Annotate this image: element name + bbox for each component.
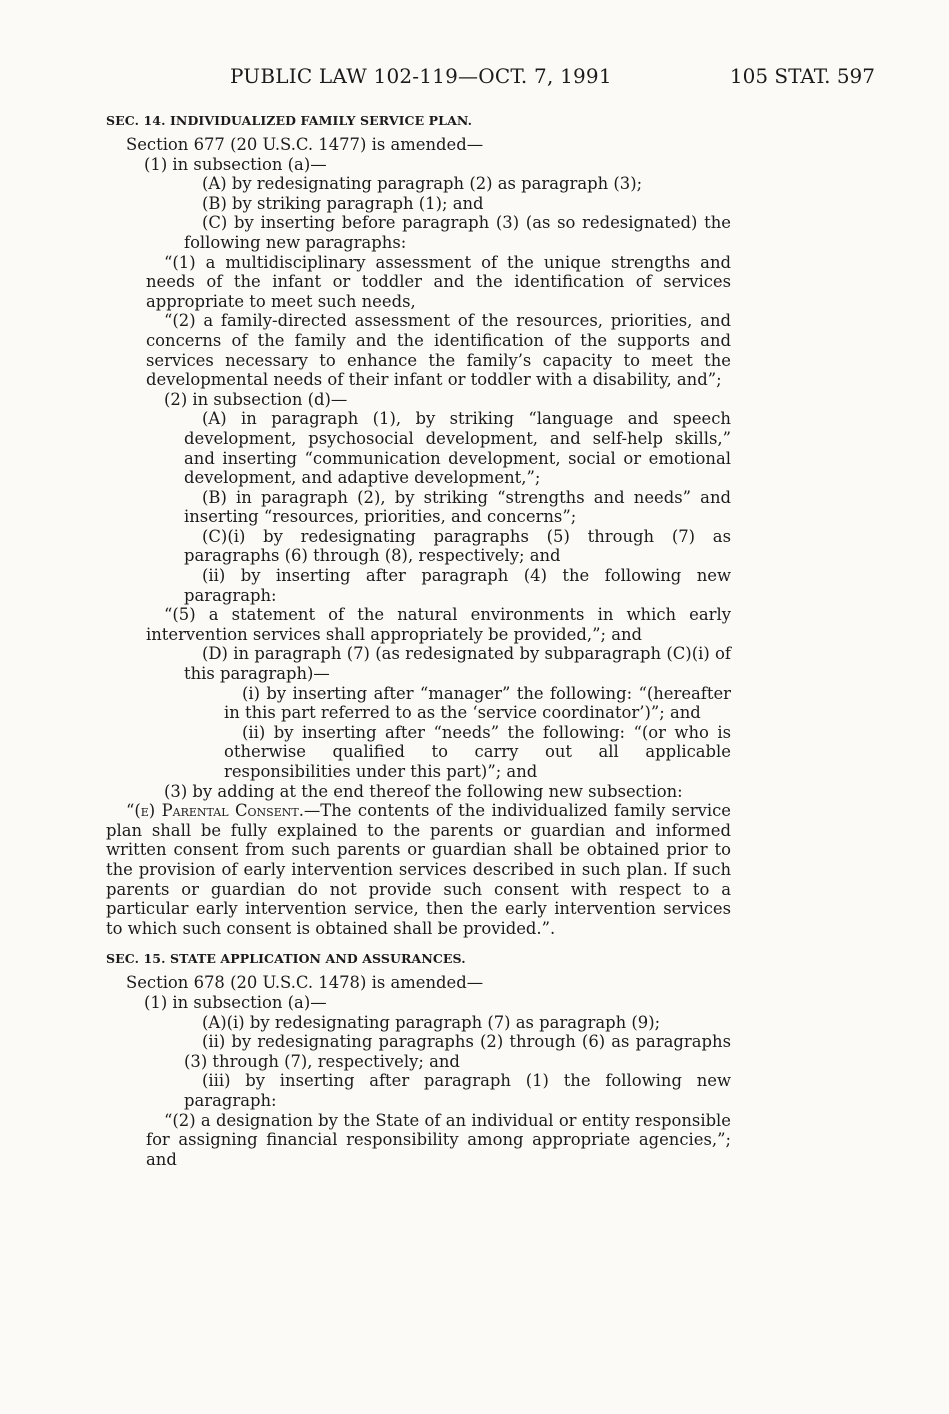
subsection-e-heading: “(e) Parental Consent. [126,801,304,821]
amendment-2-a: (A) in paragraph (1), by striking “language and speech development, psychosocial development, and self-help skills,” and inserting “communication development, social or emotional development, and adaptive development,”; [184,409,731,488]
amendment-2-d-ii: (ii) by inserting after “needs” the following: “(or who is otherwise qualified to carry out all applicable responsibilities under this part)”; and [224,722,731,781]
section-14-heading: SEC. 14. INDIVIDUALIZED FAMILY SERVICE PLAN. [106,113,473,128]
quoted-paragraph-2: “(2) a family-directed assessment of the resources, priorities, and concerns of the family and the identification of the supports and services necessary to enhance the family’s capacity to meet the developmental needs of their infant or toddler with a disability, and”; [146,311,731,390]
section-15-intro: Section 678 (20 U.S.C. 1478) is amended— [126,973,484,993]
s15-amendment-1-a-iii: (iii) by inserting after paragraph (1) the following new paragraph: [184,1071,731,1110]
running-title: PUBLIC LAW 102-119—OCT. 7, 1991 [230,64,612,88]
s15-amendment-1: (1) in subsection (a)— [144,992,327,1012]
amendment-1-a: (A) by redesignating paragraph (2) as paragraph (3); [202,174,643,194]
s15-quoted-paragraph-2: “(2) a designation by the State of an individual or entity responsible for assigning financial responsibility among appropriate agencies,”; and [146,1110,731,1169]
section-15-heading: SEC. 15. STATE APPLICATION AND ASSURANCES. [106,951,466,967]
amendment-2-c-ii: (ii) by inserting after paragraph (4) the following new paragraph: [184,566,731,605]
amendment-2-d: (D) in paragraph (7) (as redesignated by subparagraph (C)(i) of this paragraph)— [184,644,731,684]
amendment-2: (2) in subsection (d)— [164,389,348,409]
subsection-e-text: —The contents of the individualized family service plan shall be fully explained to the parents or guardian and informed written consent from such parents or guardian shall be obtained prior to the provision of early intervention services described in such plan. If such parents or guardian do not provide such consent with respect to a particular early intervention service, then the early intervention services to which such consent is obtained shall be provided.”. [106,801,731,938]
section-14-intro: Section 677 (20 U.S.C. 1477) is amended— [126,135,484,154]
amendment-1: (1) in subsection (a)— [144,154,327,174]
page-header [0,64,949,94]
quoted-subsection-e [106,801,731,938]
quoted-paragraph-5: “(5) a statement of the natural environments in which early intervention services shall appropriately be provided,”; and [146,605,731,644]
amendment-2-b: (B) in paragraph (2), by striking “strengths and needs” and inserting “resources, priorities, and concerns”; [184,487,731,527]
statute-page-number: 105 STAT. 597 [729,64,875,88]
s15-amendment-1-a-ii: (ii) by redesignating paragraphs (2) through (6) as paragraphs (3) through (7), respectively; and [184,1032,731,1071]
amendment-1-b: (B) by striking paragraph (1); and [202,193,484,213]
s15-amendment-1-a-i: (A)(i) by redesignating paragraph (7) as paragraph (9); [202,1012,661,1032]
quoted-paragraph-1: “(1) a multidisciplinary assessment of the unique strengths and needs of the infant or toddler and the identification of services appropriate to meet such needs, [146,252,731,311]
amendment-3: (3) by adding at the end thereof the following new subsection: [164,781,683,801]
document-body [106,112,731,1169]
amendment-2-c-i: (C)(i) by redesignating paragraphs (5) through (7) as paragraphs (6) through (8), respectively; and [184,526,731,566]
amendment-1-c: (C) by inserting before paragraph (3) (as so redesignated) the following new paragraphs: [184,213,731,252]
amendment-2-d-i: (i) by inserting after “manager” the following: “(hereafter in this part referred to as the ‘service coordinator’)”; and [224,683,731,723]
